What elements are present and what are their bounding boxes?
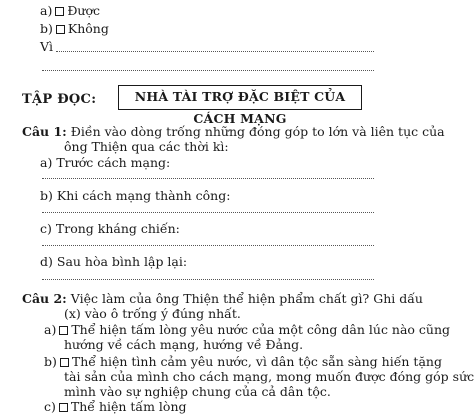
question-2-label: Câu 2: — [22, 291, 67, 306]
q2-option-b-checkbox[interactable] — [60, 358, 69, 367]
q1-item-c-text: Trong kháng chiến: — [55, 221, 180, 236]
q1-item-d-text: Sau hòa bình lập lại: — [56, 254, 188, 269]
q1-item-c — [40, 221, 180, 236]
option-a-checkbox[interactable] — [55, 7, 64, 16]
q1-item-b — [40, 188, 230, 203]
q2-option-b-line3: mình vào sự nghiệp chung của cả dân tộc. — [64, 384, 331, 399]
q1-item-a-answer-line[interactable] — [42, 178, 374, 179]
option-a-letter: a) — [40, 3, 53, 18]
q1-item-d-letter: d) — [40, 254, 53, 269]
q2-option-c-letter: c) — [44, 399, 56, 414]
question-2-prompt-line2: (x) vào ô trống ý đúng nhất. — [64, 306, 241, 321]
q1-item-a — [40, 155, 170, 170]
question-1-label: Câu 1: — [22, 124, 67, 139]
q1-item-c-answer-line[interactable] — [42, 245, 374, 246]
q2-option-c-partial — [44, 399, 187, 414]
reading-title-box — [118, 85, 362, 126]
q1-item-a-text: Trước cách mạng: — [56, 155, 171, 170]
option-b-letter: b) — [40, 21, 53, 36]
q1-item-d-answer-line[interactable] — [42, 279, 374, 280]
q2-option-a — [44, 322, 450, 337]
q2-option-c-text: Thể hiện tấm lòng — [70, 399, 187, 414]
question-1-prompt-line1: Điền vào dòng trống những đóng góp to lớn và liên tục của — [70, 124, 445, 139]
section-label: TẬP ĐỌC: — [22, 92, 97, 107]
q2-option-c-checkbox[interactable] — [59, 403, 68, 412]
reason-answer-line-1[interactable] — [56, 51, 374, 52]
option-b — [40, 21, 109, 36]
q1-item-b-letter: b) — [40, 188, 53, 203]
reading-title: NHÀ TÀI TRỢ ĐẶC BIỆT CỦA CÁCH MẠNG — [134, 89, 346, 126]
q1-item-b-answer-line[interactable] — [42, 212, 374, 213]
question-1-prompt-line2: ông Thiện qua các thời kì: — [64, 139, 229, 154]
option-b-checkbox[interactable] — [56, 25, 65, 34]
q1-item-c-letter: c) — [40, 221, 52, 236]
q1-item-a-letter: a) — [40, 155, 53, 170]
question-2-prompt — [22, 291, 423, 306]
question-1-prompt — [22, 124, 445, 139]
reason-answer-line-2[interactable] — [42, 70, 374, 71]
q2-option-b — [44, 354, 442, 369]
q2-option-a-line2: hướng về cách mạng, hướng về Đảng. — [64, 337, 304, 352]
q2-option-a-checkbox[interactable] — [59, 326, 68, 335]
question-2-prompt-line1: Việc làm của ông Thiện thể hiện phẩm chất gì? Ghi dấu — [70, 291, 423, 306]
option-b-text: Không — [67, 21, 109, 36]
q1-item-d — [40, 254, 187, 269]
reason-label: Vì — [40, 39, 54, 54]
q2-option-a-letter: a) — [44, 322, 57, 337]
option-a — [40, 3, 100, 18]
q2-option-a-line1: Thể hiện tấm lòng yêu nước của một công dân lúc nào cũng — [71, 322, 451, 337]
q2-option-b-letter: b) — [44, 354, 57, 369]
q2-option-b-line2: tài sản của mình cho cách mạng, mong muốn được đóng góp sức — [64, 369, 474, 384]
q2-option-b-line1: Thể hiện tình cảm yêu nước, vì dân tộc sẵn sàng hiến tặng — [71, 354, 442, 369]
q1-item-b-text: Khi cách mạng thành công: — [56, 188, 231, 203]
option-a-text: Được — [67, 3, 101, 18]
